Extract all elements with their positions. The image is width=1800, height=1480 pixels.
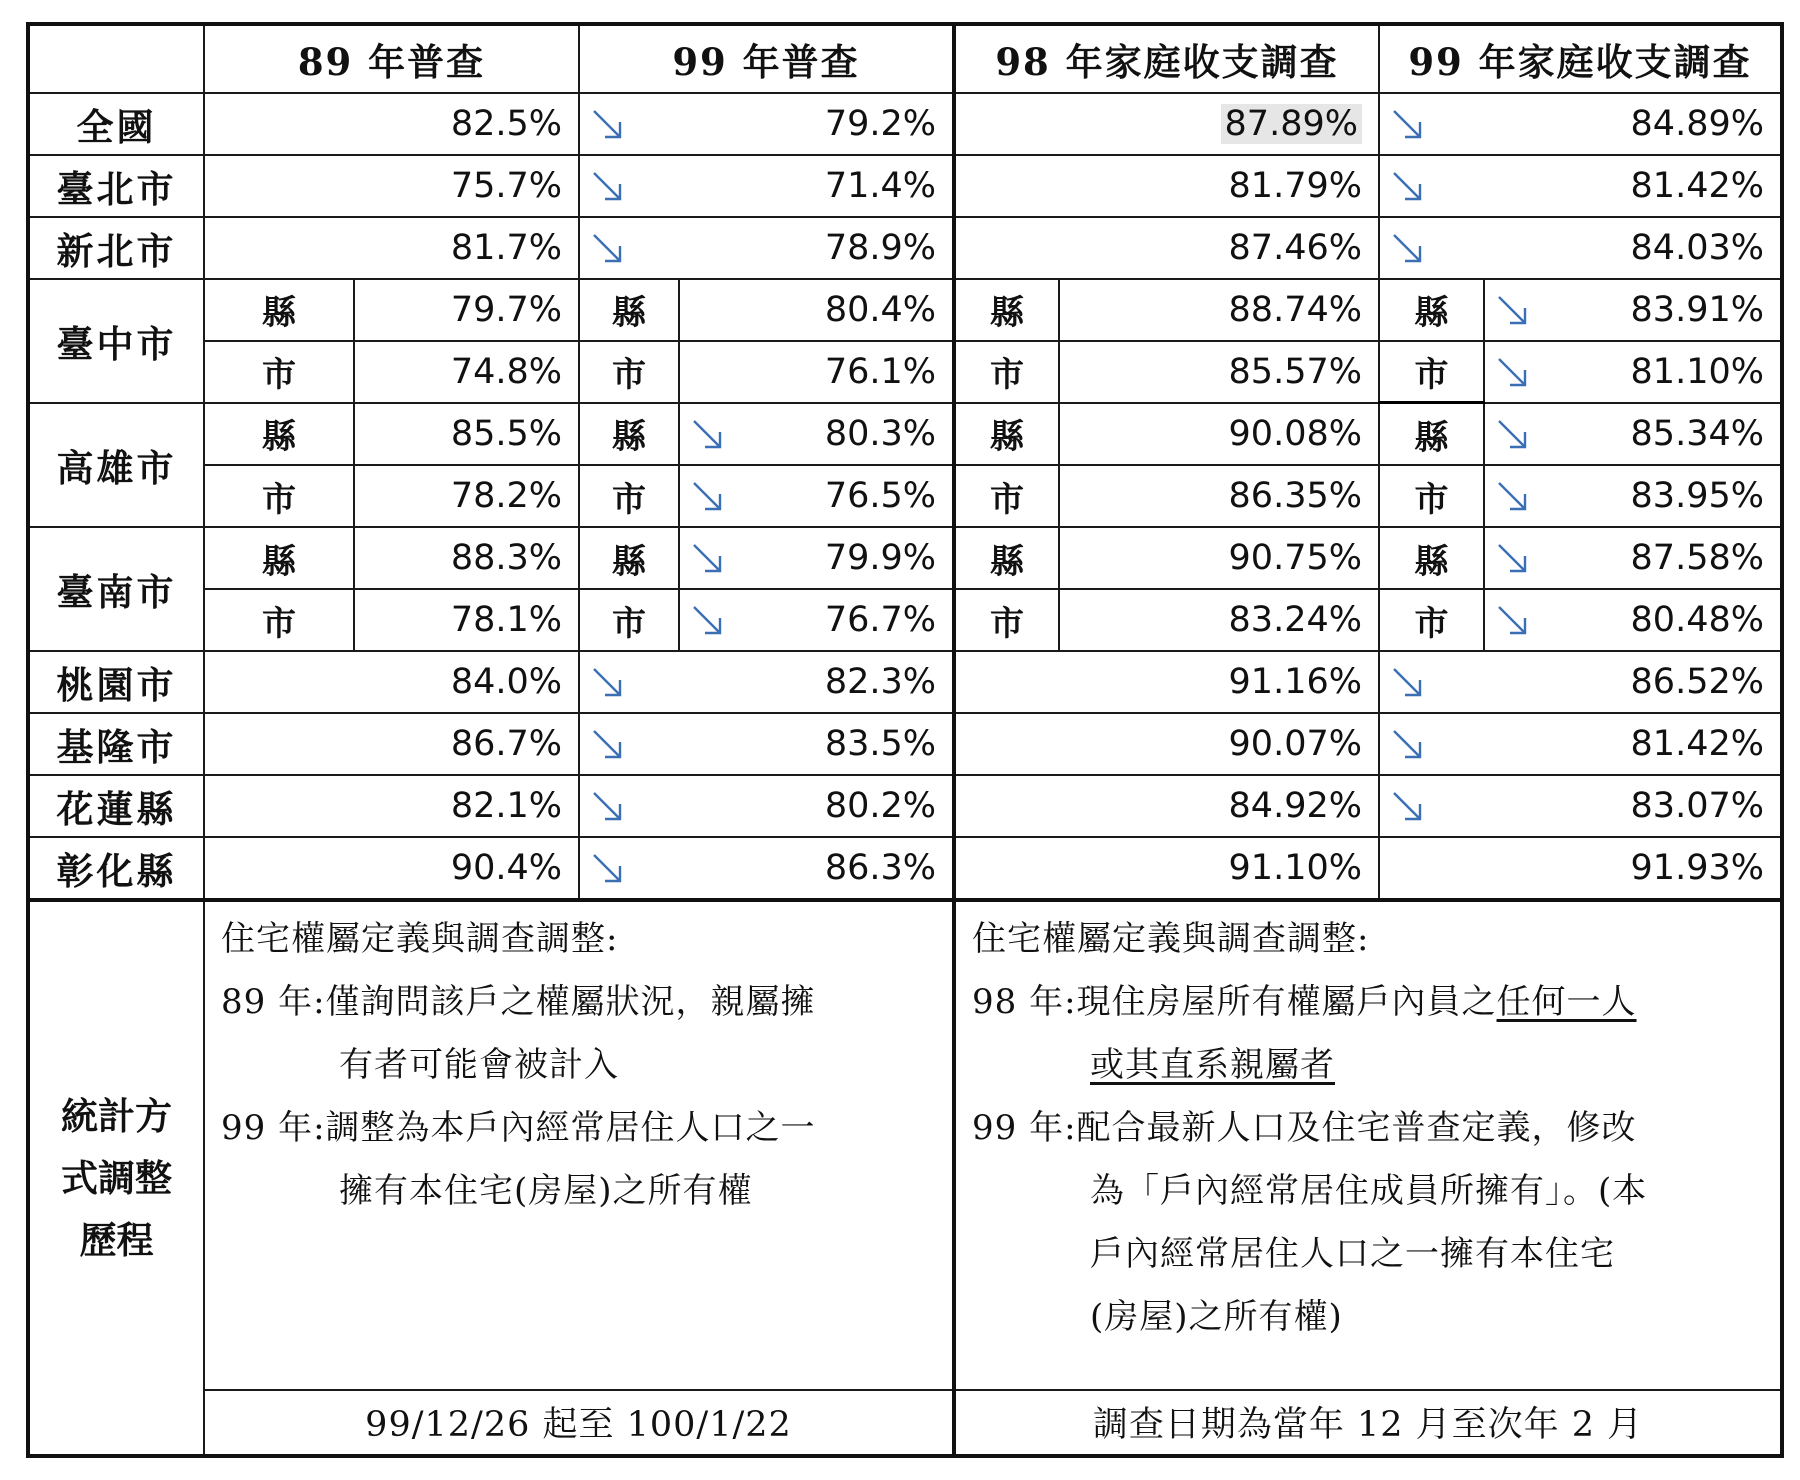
- arrow-slot: [680, 603, 734, 637]
- survey-99-cell: [1484, 403, 1781, 465]
- census-89-cell-content: [205, 786, 562, 826]
- census-89-cell-value: 79.7%: [450, 289, 562, 330]
- region-name: 高雄市: [29, 403, 204, 527]
- survey-99-cell-value: 91.93%: [1630, 847, 1764, 888]
- survey-99-cell-content: [1380, 166, 1764, 206]
- survey-99-cell: [1484, 589, 1781, 651]
- census-89-cell: [204, 93, 579, 155]
- survey-98-cell-content: [956, 848, 1362, 888]
- census-notes-99-cont: 擁有本住宅(房屋)之所有權: [339, 1170, 753, 1211]
- survey-99-cell-value: 81.10%: [1630, 351, 1764, 392]
- arrow-slot: [580, 789, 634, 823]
- down-right-arrow-icon: [690, 417, 724, 451]
- survey-98-cell-value: 86.35%: [1228, 476, 1362, 517]
- census-89-cell-value: 82.1%: [450, 786, 562, 827]
- region-name: 臺北市: [29, 155, 204, 217]
- survey-99-cell-value: 87.58%: [1630, 538, 1764, 579]
- census-89-cell: [354, 403, 579, 465]
- table-row: [29, 217, 1781, 279]
- census-89-cell-value: 81.7%: [450, 227, 562, 268]
- corner-cell: [29, 25, 204, 93]
- arrow-slot: [1380, 169, 1434, 203]
- arrow-slot: [580, 727, 634, 761]
- census-99-cell-content: [580, 848, 936, 888]
- sub-label-city: 市: [579, 465, 679, 527]
- census-99-cell: [679, 589, 954, 651]
- survey-98-cell-content: [956, 724, 1362, 764]
- table-row: [29, 155, 1781, 217]
- sub-label-city: 市: [204, 589, 354, 651]
- note-text: 僅詢問該戶之權屬狀況，親屬擁: [325, 981, 816, 1022]
- down-right-arrow-icon: [590, 169, 624, 203]
- survey-98-cell-value: 87.46%: [1228, 227, 1362, 268]
- table-row: [29, 279, 1781, 341]
- down-right-arrow-icon: [1495, 479, 1529, 513]
- census-89-cell-value: 84.0%: [450, 662, 562, 703]
- arrow-slot: [1380, 789, 1434, 823]
- census-89-cell-value: 86.7%: [450, 724, 562, 765]
- census-99-cell-value: 79.2%: [824, 103, 936, 144]
- survey-98-cell-content: [1060, 538, 1362, 578]
- census-89-cell: [204, 837, 579, 899]
- census-99-cell-value: 76.7%: [824, 600, 936, 641]
- down-right-arrow-icon: [1390, 107, 1424, 141]
- dates-row: [29, 1390, 1781, 1455]
- census-89-cell-content: [205, 662, 562, 702]
- census-99-cell-value: 86.3%: [824, 847, 936, 888]
- survey-notes-99-cont: (房屋)之所有權): [1090, 1296, 1343, 1337]
- methodology-label-line: 歷程: [79, 1217, 154, 1262]
- region-name: 基隆市: [29, 713, 204, 775]
- survey-98-cell: [954, 775, 1379, 837]
- survey-98-cell: [954, 651, 1379, 713]
- column-header-2: 98 年家庭收支調查: [954, 25, 1379, 93]
- down-right-arrow-icon: [690, 541, 724, 575]
- sub-label-county: 縣: [579, 527, 679, 589]
- survey-99-cell-content: [1380, 786, 1764, 826]
- census-99-cell-value: 76.1%: [824, 351, 936, 392]
- down-right-arrow-icon: [590, 727, 624, 761]
- census-89-cell: [204, 155, 579, 217]
- note-text-underlined: 任何一人: [1496, 981, 1637, 1022]
- census-89-cell-value: 74.8%: [450, 351, 562, 392]
- survey-98-cell-value: 90.08%: [1228, 413, 1362, 454]
- arrow-slot: [680, 479, 734, 513]
- arrow-slot: [1485, 603, 1539, 637]
- census-99-cell-content: [580, 786, 936, 826]
- survey-99-cell-value: 81.42%: [1630, 165, 1764, 206]
- survey-98-cell-value: 88.74%: [1228, 289, 1362, 330]
- sub-label-city: 市: [1379, 465, 1484, 527]
- survey-notes-98: [972, 971, 1766, 1034]
- methodology-label-line: 統計方: [61, 1093, 172, 1138]
- note-text: 配合最新人口及住宅普查定義，修改: [1076, 1107, 1637, 1148]
- survey-98-cell-value: 83.24%: [1228, 600, 1362, 641]
- sub-label-county: 縣: [1379, 527, 1484, 589]
- survey-99-cell-value: 80.48%: [1630, 600, 1764, 641]
- arrow-slot: [1485, 355, 1539, 389]
- census-99-cell-content: [580, 228, 936, 268]
- census-notes-99: [221, 1097, 938, 1160]
- down-right-arrow-icon: [1390, 665, 1424, 699]
- census-99-cell: [679, 527, 954, 589]
- census-99-cell-content: [580, 104, 936, 144]
- arrow-slot: [680, 541, 734, 575]
- arrow-slot: [1380, 107, 1434, 141]
- census-89-cell-content: [205, 724, 562, 764]
- census-99-cell-content: [680, 600, 936, 640]
- down-right-arrow-icon: [1495, 293, 1529, 327]
- survey-98-cell-value: 85.57%: [1228, 351, 1362, 392]
- survey-98-cell: [1059, 465, 1379, 527]
- table-row: [29, 93, 1781, 155]
- region-name: 臺中市: [29, 279, 204, 403]
- survey-99-cell: [1484, 279, 1781, 341]
- census-99-cell-value: 78.9%: [824, 227, 936, 268]
- header-row: [29, 25, 1781, 93]
- column-header-1: 99 年普查: [579, 25, 954, 93]
- survey-98-cell: [954, 713, 1379, 775]
- survey-99-cell-value: 83.07%: [1630, 786, 1764, 827]
- housing-ownership-table: [28, 24, 1782, 1456]
- table-row: [29, 527, 1781, 589]
- region-name: 臺南市: [29, 527, 204, 651]
- survey-98-cell: [1059, 589, 1379, 651]
- survey-99-cell: [1379, 217, 1781, 279]
- sub-label-city: 市: [1379, 341, 1484, 403]
- down-right-arrow-icon: [1495, 355, 1529, 389]
- census-99-cell: [679, 341, 954, 403]
- survey-99-cell-value: 85.34%: [1630, 413, 1764, 454]
- table-row: [29, 713, 1781, 775]
- region-name: 新北市: [29, 217, 204, 279]
- survey-99-cell-content: [1485, 600, 1764, 640]
- arrow-slot: [580, 851, 634, 885]
- year-prefix: 98 年:: [972, 981, 1077, 1022]
- census-89-cell-value: 78.1%: [450, 600, 562, 641]
- survey-98-cell: [1059, 403, 1379, 465]
- census-89-cell-content: [355, 414, 562, 454]
- census-89-cell: [354, 341, 579, 403]
- census-99-cell-content: [580, 662, 936, 702]
- survey-99-cell-content: [1485, 476, 1764, 516]
- table-row: [29, 465, 1781, 527]
- census-89-cell: [354, 465, 579, 527]
- survey-dates: 調查日期為當年 12 月至次年 2 月: [954, 1390, 1781, 1455]
- sub-label-city: 市: [954, 589, 1059, 651]
- survey-98-cell-content: [1060, 476, 1362, 516]
- survey-98-cell-value: 90.07%: [1228, 724, 1362, 765]
- census-notes: [204, 900, 954, 1390]
- survey-99-cell: [1484, 341, 1781, 403]
- survey-98-cell-value: 91.10%: [1228, 847, 1362, 888]
- column-header-0: 89 年普查: [204, 25, 579, 93]
- housing-ownership-table-container: [28, 24, 1780, 1456]
- methodology-label-line: 式調整: [61, 1155, 172, 1200]
- census-99-cell-value: 82.3%: [824, 662, 936, 703]
- survey-notes-title: 住宅權屬定義與調查調整:: [972, 918, 1370, 959]
- year-prefix: 99 年:: [221, 1107, 326, 1148]
- census-89-cell-value: 85.5%: [450, 413, 562, 454]
- survey-99-cell: [1379, 713, 1781, 775]
- census-99-cell: [579, 155, 954, 217]
- census-99-cell: [579, 713, 954, 775]
- census-89-cell-content: [355, 352, 562, 392]
- arrow-slot: [1380, 231, 1434, 265]
- down-right-arrow-icon: [590, 107, 624, 141]
- survey-99-cell-value: 84.89%: [1630, 103, 1764, 144]
- census-89-cell-content: [205, 166, 562, 206]
- survey-98-cell-value: 87.89%: [1221, 104, 1362, 144]
- census-89-cell: [204, 775, 579, 837]
- note-text-underlined: 或其直系親屬者: [1090, 1044, 1335, 1085]
- census-99-cell-value: 83.5%: [824, 724, 936, 765]
- column-header-3: 99 年家庭收支調查: [1379, 25, 1781, 93]
- down-right-arrow-icon: [1390, 169, 1424, 203]
- survey-98-cell-content: [956, 662, 1362, 702]
- survey-99-cell-content: [1485, 414, 1764, 454]
- census-99-cell: [579, 217, 954, 279]
- sub-label-city: 市: [954, 341, 1059, 403]
- sub-label-county: 縣: [1379, 403, 1484, 465]
- table-row: [29, 651, 1781, 713]
- census-89-cell: [354, 527, 579, 589]
- region-name: 花蓮縣: [29, 775, 204, 837]
- survey-98-cell: [1059, 341, 1379, 403]
- note-text: 現住房屋所有權屬戶內員之: [1076, 981, 1497, 1022]
- census-99-cell-content: [680, 476, 936, 516]
- down-right-arrow-icon: [1390, 727, 1424, 761]
- survey-99-cell: [1379, 93, 1781, 155]
- census-99-cell-value: 80.4%: [824, 289, 936, 330]
- region-name: 全國: [29, 93, 204, 155]
- survey-98-cell-content: [1060, 290, 1362, 330]
- down-right-arrow-icon: [590, 851, 624, 885]
- down-right-arrow-icon: [590, 231, 624, 265]
- sub-label-city: 市: [204, 465, 354, 527]
- arrow-slot: [1380, 665, 1434, 699]
- census-99-cell: [579, 93, 954, 155]
- survey-notes-99-cont: 戶內經常居住人口之一擁有本住宅: [1090, 1233, 1615, 1274]
- sub-label-city: 市: [204, 341, 354, 403]
- survey-99-cell-value: 83.95%: [1630, 476, 1764, 517]
- methodology-label: [29, 900, 204, 1455]
- census-99-cell: [579, 651, 954, 713]
- census-89-cell-value: 82.5%: [450, 103, 562, 144]
- census-89-cell-content: [355, 600, 562, 640]
- arrow-slot: [580, 231, 634, 265]
- survey-notes-99-cont: 為「戶內經常居住成員所擁有」。(本: [1090, 1170, 1648, 1211]
- survey-99-cell: [1379, 155, 1781, 217]
- census-89-cell-content: [205, 104, 562, 144]
- arrow-slot: [580, 107, 634, 141]
- methodology-row: [29, 900, 1781, 1390]
- down-right-arrow-icon: [1495, 541, 1529, 575]
- census-99-cell-content: [680, 290, 936, 330]
- census-99-cell-content: [680, 352, 936, 392]
- census-99-cell: [679, 403, 954, 465]
- census-dates: 99/12/26 起至 100/1/22: [204, 1390, 954, 1455]
- census-89-cell-content: [355, 476, 562, 516]
- census-99-cell: [679, 465, 954, 527]
- arrow-slot: [580, 665, 634, 699]
- survey-99-cell: [1484, 465, 1781, 527]
- arrow-slot: [1485, 541, 1539, 575]
- sub-label-city: 市: [579, 589, 679, 651]
- survey-99-cell-value: 86.52%: [1630, 662, 1764, 703]
- census-89-cell-value: 75.7%: [450, 165, 562, 206]
- table-row: [29, 403, 1781, 465]
- survey-98-cell: [954, 837, 1379, 899]
- arrow-slot: [580, 169, 634, 203]
- table-row: [29, 589, 1781, 651]
- survey-98-cell: [954, 217, 1379, 279]
- census-notes-89-cont: 有者可能會被計入: [339, 1044, 619, 1085]
- arrow-slot: [1485, 293, 1539, 327]
- census-89-cell: [354, 279, 579, 341]
- census-89-cell-content: [355, 538, 562, 578]
- down-right-arrow-icon: [1390, 231, 1424, 265]
- sub-label-county: 縣: [204, 279, 354, 341]
- census-89-cell: [204, 651, 579, 713]
- census-99-cell-content: [680, 414, 936, 454]
- note-text: 調整為本戶內經常居住人口之一: [325, 1107, 816, 1148]
- census-99-cell-content: [580, 724, 936, 764]
- year-prefix: 89 年:: [221, 981, 326, 1022]
- arrow-slot: [1485, 479, 1539, 513]
- survey-99-cell-content: [1485, 290, 1764, 330]
- down-right-arrow-icon: [590, 665, 624, 699]
- census-89-cell-content: [355, 290, 562, 330]
- survey-98-cell-content: [1060, 600, 1362, 640]
- survey-98-cell-value: 84.92%: [1228, 786, 1362, 827]
- sub-label-county: 縣: [954, 279, 1059, 341]
- sub-label-county: 縣: [579, 279, 679, 341]
- census-89-cell: [354, 589, 579, 651]
- table-row: [29, 341, 1781, 403]
- survey-99-cell-content: [1485, 538, 1764, 578]
- census-89-cell: [204, 713, 579, 775]
- survey-98-cell-content: [1060, 352, 1362, 392]
- down-right-arrow-icon: [590, 789, 624, 823]
- survey-98-cell: [1059, 279, 1379, 341]
- census-99-cell-content: [680, 538, 936, 578]
- sub-label-city: 市: [579, 341, 679, 403]
- survey-notes-99: [972, 1097, 1766, 1160]
- down-right-arrow-icon: [690, 479, 724, 513]
- down-right-arrow-icon: [1495, 603, 1529, 637]
- census-89-cell: [204, 217, 579, 279]
- survey-98-cell-value: 90.75%: [1228, 538, 1362, 579]
- census-99-cell-value: 80.3%: [824, 413, 936, 454]
- arrow-slot: [1380, 727, 1434, 761]
- survey-98-cell: [1059, 527, 1379, 589]
- survey-98-cell-content: [1060, 414, 1362, 454]
- sub-label-county: 縣: [1379, 279, 1484, 341]
- census-99-cell-value: 79.9%: [824, 538, 936, 579]
- survey-98-cell-content: [956, 104, 1362, 144]
- census-99-cell-content: [580, 166, 936, 206]
- survey-99-cell-content: [1380, 848, 1764, 888]
- census-99-cell-value: 80.2%: [824, 786, 936, 827]
- census-89-cell-content: [205, 848, 562, 888]
- survey-notes-98-cont: [972, 1034, 1766, 1097]
- survey-99-cell: [1379, 651, 1781, 713]
- survey-99-cell: [1484, 527, 1781, 589]
- survey-99-cell-value: 81.42%: [1630, 724, 1764, 765]
- survey-99-cell-content: [1380, 104, 1764, 144]
- survey-99-cell-content: [1380, 724, 1764, 764]
- census-99-cell: [679, 279, 954, 341]
- arrow-slot: [680, 417, 734, 451]
- census-89-cell-value: 90.4%: [450, 847, 562, 888]
- down-right-arrow-icon: [1390, 789, 1424, 823]
- census-89-cell-value: 88.3%: [450, 538, 562, 579]
- census-99-cell-value: 76.5%: [824, 476, 936, 517]
- sub-label-county: 縣: [954, 527, 1059, 589]
- sub-label-county: 縣: [579, 403, 679, 465]
- census-99-cell: [579, 837, 954, 899]
- survey-99-cell-value: 84.03%: [1630, 227, 1764, 268]
- down-right-arrow-icon: [690, 603, 724, 637]
- census-89-cell-content: [205, 228, 562, 268]
- region-name: 彰化縣: [29, 837, 204, 899]
- sub-label-county: 縣: [204, 403, 354, 465]
- survey-98-cell: [954, 155, 1379, 217]
- census-99-cell-value: 71.4%: [824, 165, 936, 206]
- arrow-slot: [1485, 417, 1539, 451]
- table-row: [29, 837, 1781, 899]
- sub-label-county: 縣: [204, 527, 354, 589]
- survey-99-cell-content: [1380, 228, 1764, 268]
- census-notes-title: 住宅權屬定義與調查調整:: [221, 918, 619, 959]
- sub-label-city: 市: [1379, 589, 1484, 651]
- survey-99-cell-content: [1485, 352, 1764, 392]
- sub-label-county: 縣: [954, 403, 1059, 465]
- survey-98-cell-value: 91.16%: [1228, 662, 1362, 703]
- census-notes-89: [221, 971, 938, 1034]
- survey-99-cell-content: [1380, 662, 1764, 702]
- year-prefix: 99 年:: [972, 1107, 1077, 1148]
- census-99-cell: [579, 775, 954, 837]
- sub-label-city: 市: [954, 465, 1059, 527]
- down-right-arrow-icon: [1495, 417, 1529, 451]
- survey-98-cell-content: [956, 166, 1362, 206]
- survey-99-cell: [1379, 775, 1781, 837]
- region-name: 桃園市: [29, 651, 204, 713]
- table-row: [29, 775, 1781, 837]
- survey-99-cell: [1379, 837, 1781, 899]
- survey-99-cell-value: 83.91%: [1630, 289, 1764, 330]
- census-89-cell-value: 78.2%: [450, 476, 562, 517]
- survey-98-cell-content: [956, 228, 1362, 268]
- survey-98-cell-value: 81.79%: [1228, 165, 1362, 206]
- survey-98-cell: [954, 93, 1379, 155]
- survey-notes: [954, 900, 1781, 1390]
- survey-98-cell-content: [956, 786, 1362, 826]
